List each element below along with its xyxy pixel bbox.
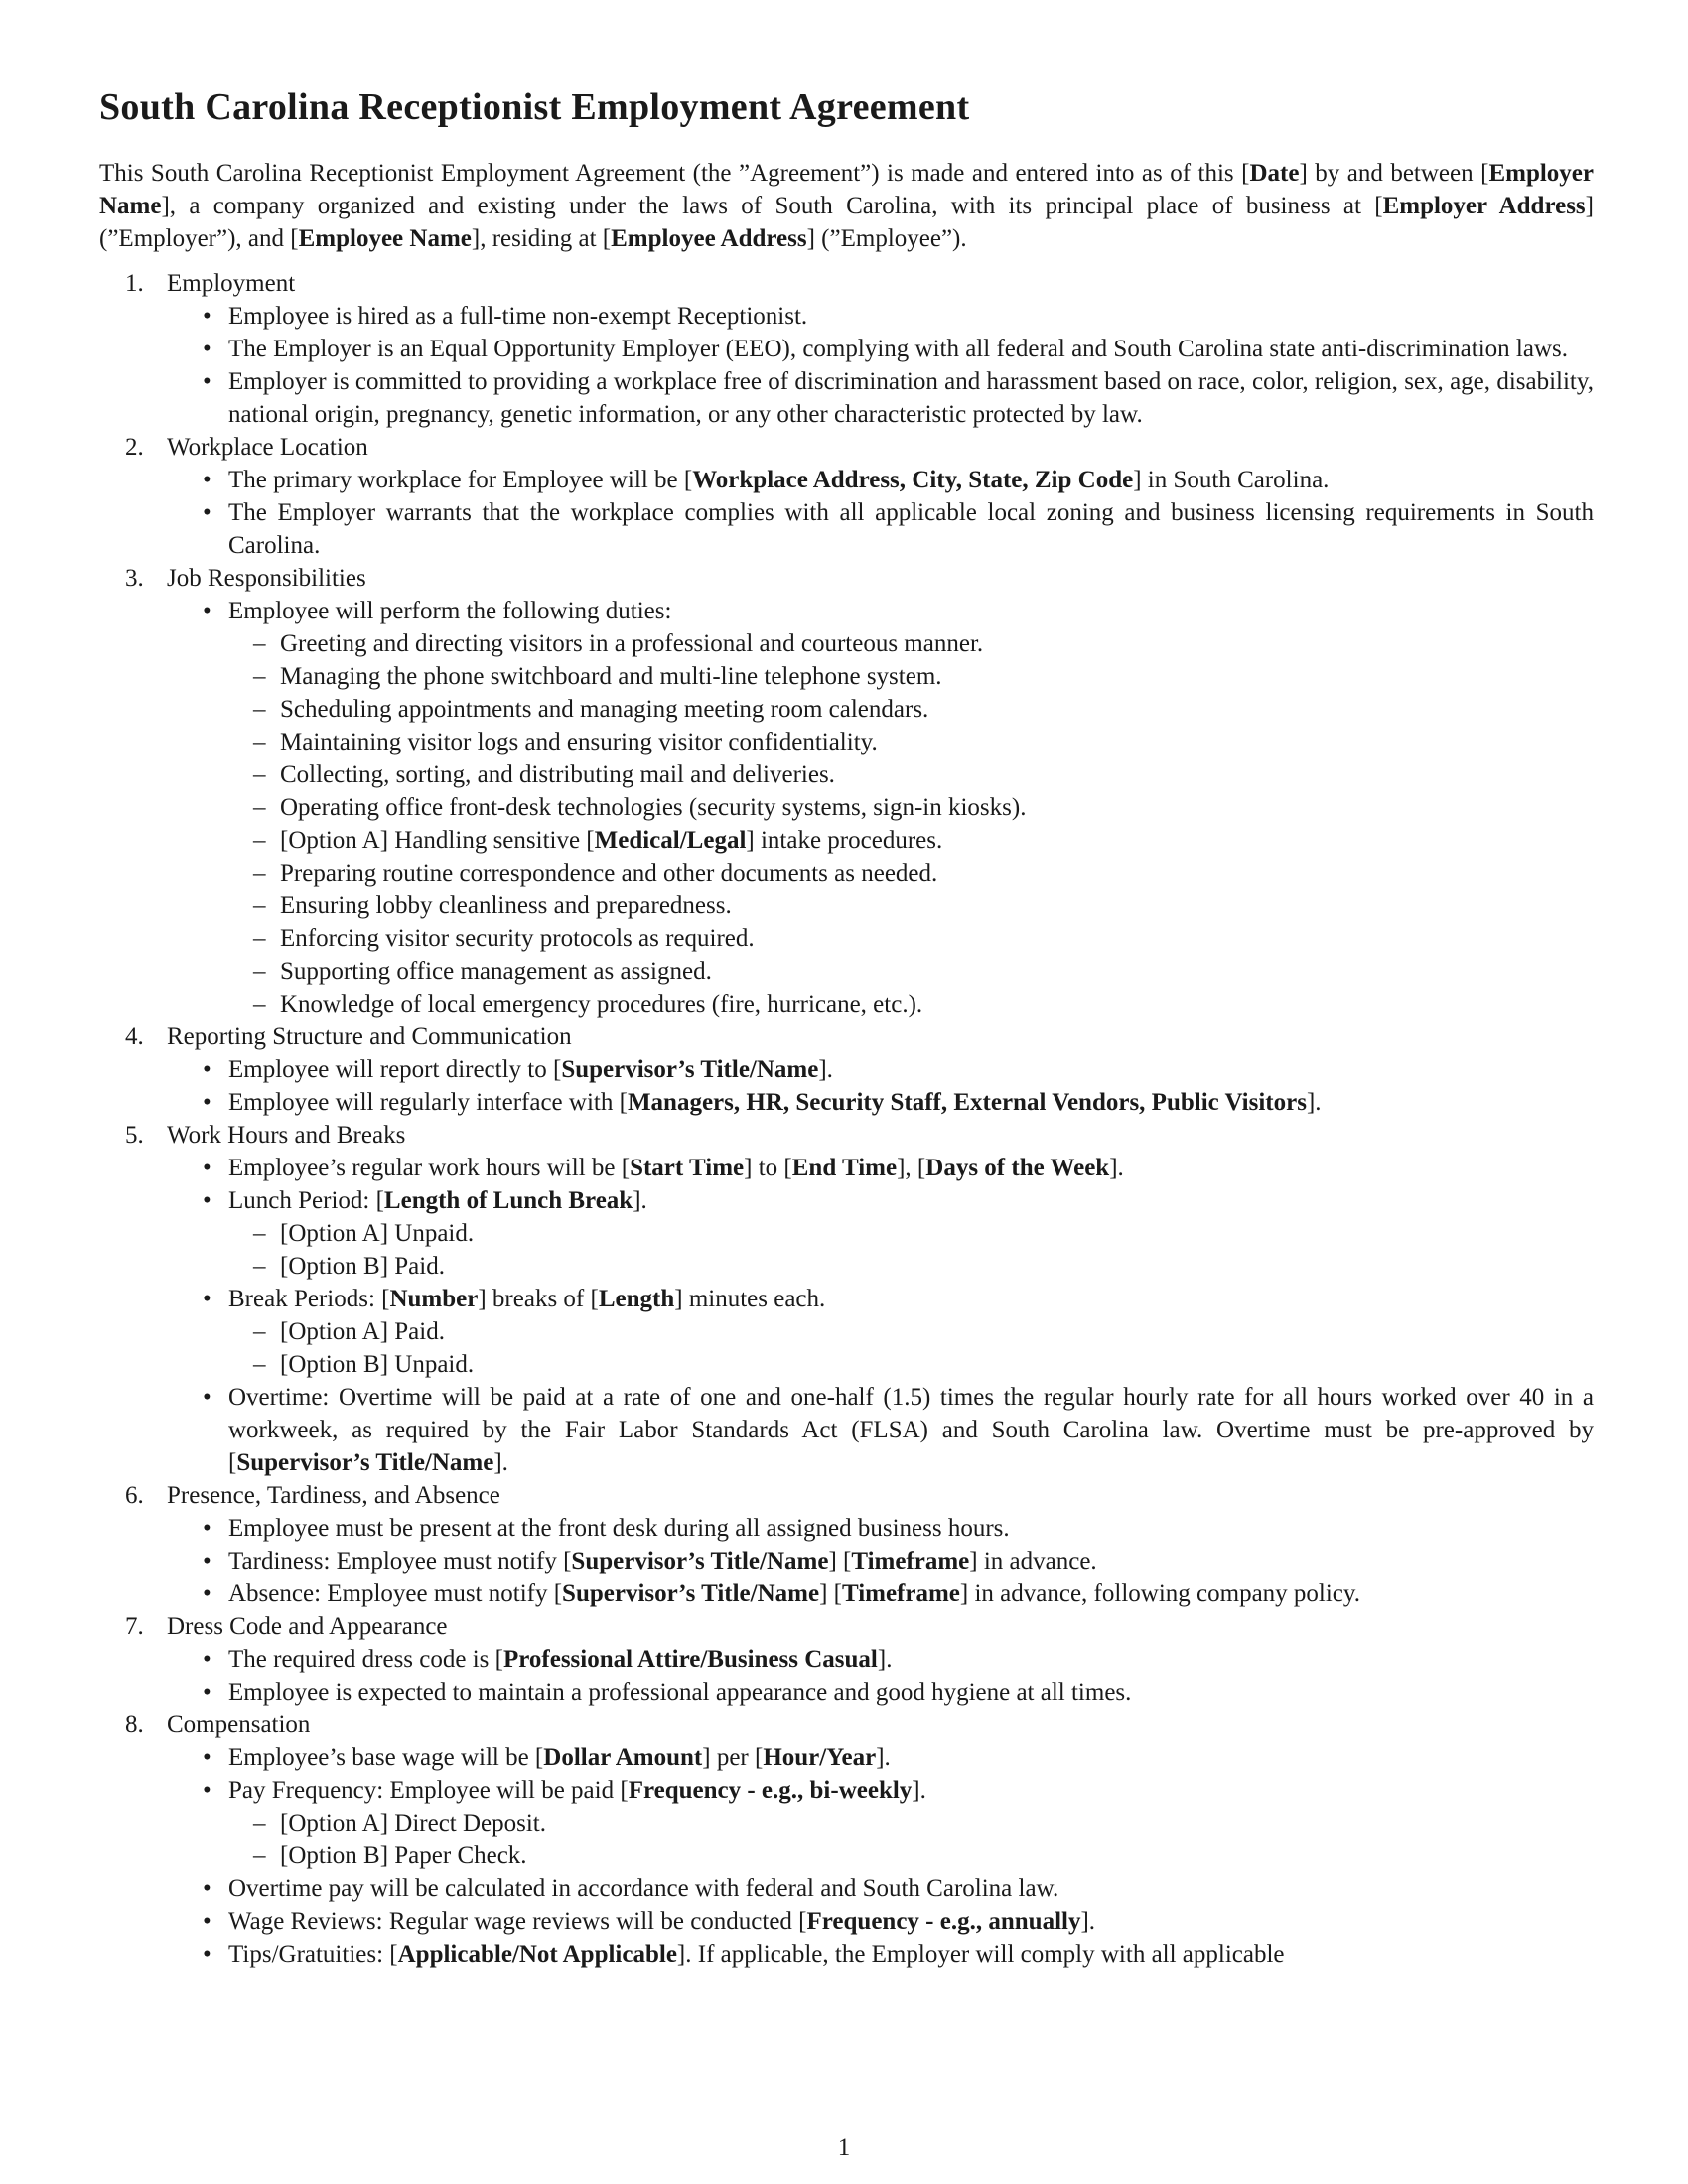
list-item xyxy=(253,857,1594,889)
bullet-marker: • xyxy=(203,303,211,330)
placeholder-workplace-address: Workplace Address, City, State, Zip Code xyxy=(692,467,1134,493)
section-reporting-structure xyxy=(99,1021,1594,1119)
list-item xyxy=(203,1086,1594,1119)
item-text: Greeting and directing visitors in a professional and courteous manner. xyxy=(280,630,984,657)
bullet-marker: • xyxy=(203,1089,211,1116)
list-item xyxy=(203,1152,1594,1184)
section-heading: Presence, Tardiness, and Absence xyxy=(167,1482,500,1509)
item-text: The Employer warrants that the workplace complies with all applicable local zoning and business licensing requirements in South Carolina. xyxy=(228,499,1594,559)
placeholder-timeframe: Timeframe xyxy=(851,1548,970,1574)
placeholder-medical-legal: Medical/Legal xyxy=(594,827,747,854)
dash-marker: – xyxy=(253,1843,266,1869)
section-number: 2. xyxy=(125,434,144,461)
section-number: 7. xyxy=(125,1613,144,1640)
item-text: Employee will perform the following duties: xyxy=(228,598,672,624)
item-text: Absence: Employee must notify [ xyxy=(228,1580,563,1607)
section-heading: Job Responsibilities xyxy=(167,565,366,592)
bullet-marker: • xyxy=(203,499,211,526)
item-text: ] [ xyxy=(828,1548,852,1574)
bullet-marker: • xyxy=(203,1187,211,1214)
dash-marker: – xyxy=(253,860,266,887)
document-body xyxy=(99,83,1594,1971)
item-text: ]. xyxy=(877,1646,893,1673)
dash-marker: – xyxy=(253,1318,266,1345)
placeholder-employee-address: Employee Address xyxy=(611,225,807,252)
section-heading: Work Hours and Breaks xyxy=(167,1122,406,1149)
dash-marker: – xyxy=(253,1810,266,1837)
item-text: Tips/Gratuities: [ xyxy=(228,1941,398,1968)
bullet-marker: • xyxy=(203,1679,211,1706)
item-text: Wage Reviews: Regular wage reviews will be conducted [ xyxy=(228,1908,807,1935)
list-item xyxy=(203,1872,1594,1905)
bullet-marker: • xyxy=(203,1155,211,1181)
item-text: ]. xyxy=(493,1449,508,1476)
placeholder-length: Length xyxy=(598,1286,675,1312)
item-text: Enforcing visitor security protocols as required. xyxy=(280,925,755,952)
list-item xyxy=(253,1250,1594,1283)
bullet-list xyxy=(167,1643,1594,1708)
item-text: Managing the phone switchboard and multi-line telephone system. xyxy=(280,663,942,690)
dash-marker: – xyxy=(253,925,266,952)
bullet-marker: • xyxy=(203,1646,211,1673)
list-item xyxy=(253,758,1594,791)
list-item xyxy=(203,496,1594,562)
item-text: [Option A] Paid. xyxy=(280,1318,445,1345)
list-item xyxy=(203,464,1594,496)
list-item xyxy=(253,988,1594,1021)
item-text: Employee’s regular work hours will be [ xyxy=(228,1155,631,1181)
item-text: ] breaks of [ xyxy=(478,1286,599,1312)
page-number: 1 xyxy=(837,2134,851,2161)
section-compensation xyxy=(99,1708,1594,1971)
bullet-marker: • xyxy=(203,1580,211,1607)
bullet-marker: • xyxy=(203,336,211,362)
placeholder-hour-year: Hour/Year xyxy=(763,1744,877,1771)
placeholder-employee-name: Employee Name xyxy=(298,225,472,252)
list-item xyxy=(253,922,1594,955)
bullet-list xyxy=(167,1512,1594,1610)
placeholder-pay-frequency: Frequency - e.g., bi-weekly xyxy=(628,1777,913,1804)
bullet-list xyxy=(167,1741,1594,1971)
placeholder-supervisor: Supervisor’s Title/Name xyxy=(236,1449,494,1476)
section-number: 5. xyxy=(125,1122,144,1149)
list-item xyxy=(253,1315,1594,1348)
bullet-marker: • xyxy=(203,1515,211,1542)
item-text: Lunch Period: [ xyxy=(228,1187,384,1214)
bullet-marker: • xyxy=(203,1286,211,1312)
section-heading: Dress Code and Appearance xyxy=(167,1613,448,1640)
list-item xyxy=(253,693,1594,726)
bullet-marker: • xyxy=(203,1875,211,1902)
item-text: ] intake procedures. xyxy=(746,827,943,854)
placeholder-timeframe: Timeframe xyxy=(841,1580,960,1607)
section-heading: Compensation xyxy=(167,1711,311,1738)
item-text: Maintaining visitor logs and ensuring visitor confidentiality. xyxy=(280,729,878,755)
item-text: ]. xyxy=(818,1056,833,1083)
list-item xyxy=(253,1840,1594,1872)
item-text: Preparing routine correspondence and other documents as needed. xyxy=(280,860,938,887)
item-text: ]. xyxy=(876,1744,891,1771)
section-job-responsibilities xyxy=(99,562,1594,1021)
list-item xyxy=(203,1283,1594,1381)
item-text: ]. xyxy=(1109,1155,1124,1181)
list-item xyxy=(203,1938,1594,1971)
placeholder-supervisor: Supervisor’s Title/Name xyxy=(561,1056,819,1083)
bullet-marker: • xyxy=(203,1744,211,1771)
intro-text: ] (”Employer”), and [ xyxy=(99,193,1594,252)
item-text: Employee is hired as a full-time non-exempt Receptionist. xyxy=(228,303,808,330)
list-item xyxy=(203,333,1594,365)
section-work-hours xyxy=(99,1119,1594,1479)
section-number: 4. xyxy=(125,1024,144,1050)
dash-marker: – xyxy=(253,892,266,919)
section-number: 8. xyxy=(125,1711,144,1738)
bullet-list xyxy=(167,300,1594,431)
section-heading: Reporting Structure and Communication xyxy=(167,1024,572,1050)
list-item xyxy=(203,300,1594,333)
dash-marker: – xyxy=(253,827,266,854)
section-number: 6. xyxy=(125,1482,144,1509)
dash-marker: – xyxy=(253,991,266,1018)
item-text: [Option B] Paper Check. xyxy=(280,1843,527,1869)
item-text: Operating office front-desk technologies (security systems, sign-in kiosks). xyxy=(280,794,1027,821)
item-text: [Option B] Paid. xyxy=(280,1253,445,1280)
dash-list xyxy=(228,1315,1594,1381)
item-text: Pay Frequency: Employee will be paid [ xyxy=(228,1777,629,1804)
item-text: The primary workplace for Employee will be [ xyxy=(228,467,693,493)
item-text: ] to [ xyxy=(744,1155,792,1181)
dash-list xyxy=(228,1807,1594,1872)
placeholder-employer-name: Employer Name xyxy=(99,160,1594,219)
placeholder-end-time: End Time xyxy=(791,1155,898,1181)
item-text: ]. xyxy=(912,1777,926,1804)
item-text: The required dress code is [ xyxy=(228,1646,503,1673)
section-employment xyxy=(99,267,1594,431)
placeholder-supervisor: Supervisor’s Title/Name xyxy=(562,1580,820,1607)
list-item xyxy=(253,889,1594,922)
dash-list xyxy=(228,1217,1594,1283)
intro-text: This South Carolina Receptionist Employment Agreement (the ”Agreement”) is made and entered into as of this [ xyxy=(99,160,1250,187)
section-heading: Employment xyxy=(167,270,296,297)
dash-marker: – xyxy=(253,1220,266,1247)
list-item xyxy=(203,1545,1594,1577)
item-text: ], [ xyxy=(897,1155,926,1181)
placeholder-tips: Applicable/Not Applicable xyxy=(397,1941,677,1968)
section-number: 3. xyxy=(125,565,144,592)
item-text: Tardiness: Employee must notify [ xyxy=(228,1548,572,1574)
bullet-list xyxy=(167,1152,1594,1479)
section-heading: Workplace Location xyxy=(167,434,368,461)
list-item xyxy=(253,726,1594,758)
list-item xyxy=(253,1807,1594,1840)
item-text: Supporting office management as assigned. xyxy=(280,958,712,985)
placeholder-supervisor: Supervisor’s Title/Name xyxy=(571,1548,829,1574)
dash-list xyxy=(228,627,1594,1021)
placeholder-employer-address: Employer Address xyxy=(1382,193,1586,219)
item-text: [Option A] Direct Deposit. xyxy=(280,1810,547,1837)
item-text: Employee’s base wage will be [ xyxy=(228,1744,544,1771)
list-item xyxy=(203,1053,1594,1086)
item-text: ] [ xyxy=(819,1580,842,1607)
placeholder-days: Days of the Week xyxy=(925,1155,1110,1181)
bullet-list xyxy=(167,464,1594,562)
bullet-marker: • xyxy=(203,1056,211,1083)
list-item xyxy=(253,627,1594,660)
section-presence xyxy=(99,1479,1594,1610)
section-workplace-location xyxy=(99,431,1594,562)
item-text: Break Periods: [ xyxy=(228,1286,390,1312)
placeholder-review-frequency: Frequency - e.g., annually xyxy=(806,1908,1081,1935)
item-text: ]. xyxy=(633,1187,647,1214)
list-item xyxy=(203,1774,1594,1872)
section-dress-code xyxy=(99,1610,1594,1708)
list-item xyxy=(253,824,1594,857)
section-list xyxy=(99,267,1594,1971)
placeholder-interfaces: Managers, HR, Security Staff, External Vendors, Public Visitors xyxy=(627,1089,1307,1116)
intro-text: ] (”Employee”). xyxy=(806,225,967,252)
bullet-marker: • xyxy=(203,368,211,395)
dash-marker: – xyxy=(253,696,266,723)
list-item xyxy=(253,791,1594,824)
bullet-marker: • xyxy=(203,1941,211,1968)
item-text: Employee is expected to maintain a professional appearance and good hygiene at all times. xyxy=(228,1679,1132,1706)
item-text: Scheduling appointments and managing meeting room calendars. xyxy=(280,696,929,723)
placeholder-lunch-length: Length of Lunch Break xyxy=(383,1187,633,1214)
item-text: ] in advance. xyxy=(969,1548,1097,1574)
list-item xyxy=(253,1217,1594,1250)
list-item xyxy=(253,1348,1594,1381)
intro-text: ] by and between [ xyxy=(1299,160,1489,187)
placeholder-dress-code: Professional Attire/Business Casual xyxy=(502,1646,878,1673)
dash-marker: – xyxy=(253,1253,266,1280)
dash-marker: – xyxy=(253,761,266,788)
list-item xyxy=(203,1905,1594,1938)
item-text: Overtime: Overtime will be paid at a rate of one and one-half (1.5) times the regular hourly rate for all hours worked over 40 in a workweek, as required by the Fair Labor Standards Act (FLSA) and South Carolina law. Overtime must be pre-approved by [ xyxy=(228,1384,1594,1476)
dash-marker: – xyxy=(253,794,266,821)
bullet-marker: • xyxy=(203,467,211,493)
placeholder-dollar-amount: Dollar Amount xyxy=(543,1744,703,1771)
item-text: [Option A] Handling sensitive [ xyxy=(280,827,595,854)
list-item xyxy=(203,1643,1594,1676)
list-item xyxy=(203,1512,1594,1545)
list-item xyxy=(203,1676,1594,1708)
list-item xyxy=(203,1577,1594,1610)
item-text: ] in South Carolina. xyxy=(1133,467,1330,493)
item-text: ]. If applicable, the Employer will comply with all applicable xyxy=(676,1941,1285,1968)
dash-marker: – xyxy=(253,663,266,690)
bullet-marker: • xyxy=(203,1548,211,1574)
item-text: ]. xyxy=(1306,1089,1322,1116)
item-text: The Employer is an Equal Opportunity Employer (EEO), complying with all federal and South Carolina state anti-discrimination laws. xyxy=(228,336,1568,362)
placeholder-date: Date xyxy=(1249,160,1300,187)
placeholder-number: Number xyxy=(389,1286,479,1312)
intro-text: ], a company organized and existing under the laws of South Carolina, with its principal place of business at [ xyxy=(161,193,1383,219)
bullet-marker: • xyxy=(203,1777,211,1804)
list-item xyxy=(253,955,1594,988)
item-text: Collecting, sorting, and distributing mail and deliveries. xyxy=(280,761,835,788)
item-text: Overtime pay will be calculated in accordance with federal and South Carolina law. xyxy=(228,1875,1059,1902)
item-text: [Option B] Unpaid. xyxy=(280,1351,475,1378)
item-text: Employee will report directly to [ xyxy=(228,1056,562,1083)
bullet-marker: • xyxy=(203,1384,211,1411)
page-title: South Carolina Receptionist Employment Agreement xyxy=(99,86,970,128)
bullet-marker: • xyxy=(203,598,211,624)
item-text: ] in advance, following company policy. xyxy=(959,1580,1361,1607)
item-text: Employee will regularly interface with [ xyxy=(228,1089,628,1116)
list-item xyxy=(203,595,1594,1021)
intro-text: ], residing at [ xyxy=(471,225,612,252)
item-text: Ensuring lobby cleanliness and preparedness. xyxy=(280,892,732,919)
placeholder-start-time: Start Time xyxy=(630,1155,745,1181)
item-text: ] per [ xyxy=(702,1744,764,1771)
list-item xyxy=(203,1381,1594,1479)
item-text: Knowledge of local emergency procedures (fire, hurricane, etc.). xyxy=(280,991,923,1018)
list-item xyxy=(203,1741,1594,1774)
bullet-list xyxy=(167,595,1594,1021)
dash-marker: – xyxy=(253,630,266,657)
dash-marker: – xyxy=(253,958,266,985)
item-text: ] minutes each. xyxy=(674,1286,826,1312)
list-item xyxy=(253,660,1594,693)
dash-marker: – xyxy=(253,729,266,755)
bullet-list xyxy=(167,1053,1594,1119)
bullet-marker: • xyxy=(203,1908,211,1935)
dash-marker: – xyxy=(253,1351,266,1378)
section-number: 1. xyxy=(125,270,144,297)
list-item xyxy=(203,365,1594,431)
item-text: ]. xyxy=(1080,1908,1096,1935)
item-text: Employer is committed to providing a workplace free of discrimination and harassment based on race, color, religion, sex, age, disability, national origin, pregnancy, genetic information, or any other characteristic protected by law. xyxy=(228,368,1594,428)
intro-paragraph xyxy=(99,157,1594,255)
item-text: [Option A] Unpaid. xyxy=(280,1220,475,1247)
item-text: Employee must be present at the front desk during all assigned business hours. xyxy=(228,1515,1010,1542)
list-item xyxy=(203,1184,1594,1283)
